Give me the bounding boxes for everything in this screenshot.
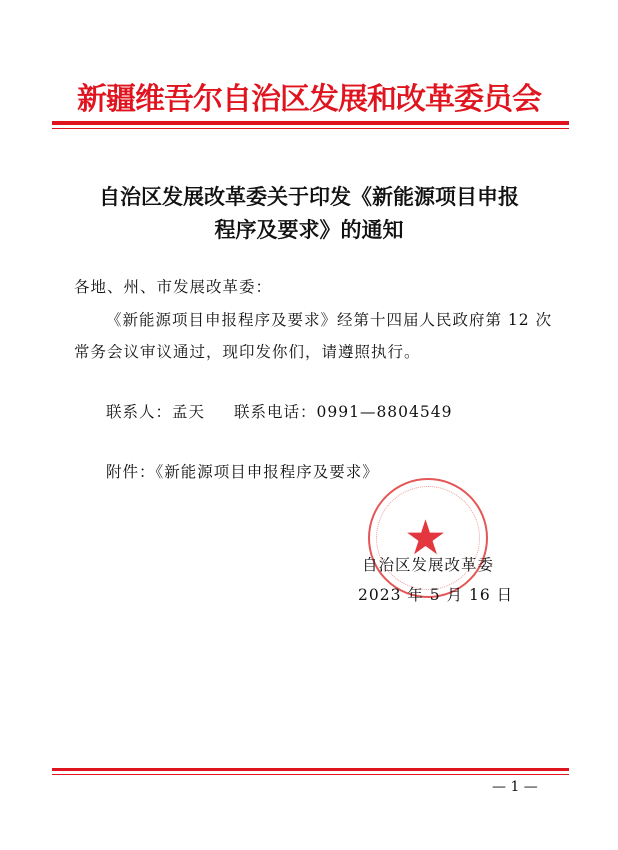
document-title-line2: 程序及要求》的通知 xyxy=(214,217,404,242)
issue-date: 2023 年 5 月 16 日 xyxy=(358,586,514,604)
header-thick-rule xyxy=(52,121,569,125)
star-icon: ★ xyxy=(404,510,448,566)
page-number: — 1 — xyxy=(492,779,538,795)
official-seal xyxy=(368,478,488,598)
body-paragraph-line2: 常务会议审议通过，现印发你们，请遵照执行。 xyxy=(74,343,421,361)
footer-thick-rule xyxy=(52,768,569,771)
issuer-name: 自治区发展改革委 xyxy=(362,556,495,574)
salutation: 各地、州、市发展改革委： xyxy=(74,278,273,296)
attachment-note: 附件：《新能源项目申报程序及要求》 xyxy=(106,463,379,481)
header-thin-rule xyxy=(52,128,569,129)
body-paragraph-line1: 《新能源项目申报程序及要求》经第十四届人民政府第 12 次 xyxy=(106,311,553,329)
organization-header: 新疆维吾尔自治区发展和改革委员会 xyxy=(77,82,541,117)
contact-phone: 联系电话：0991—8804549 xyxy=(234,403,453,421)
footer-thin-rule xyxy=(52,774,569,775)
document-title-line1: 自治区发展改革委关于印发《新能源项目申报 xyxy=(99,184,519,209)
contact-person: 联系人：孟天 xyxy=(106,403,206,421)
